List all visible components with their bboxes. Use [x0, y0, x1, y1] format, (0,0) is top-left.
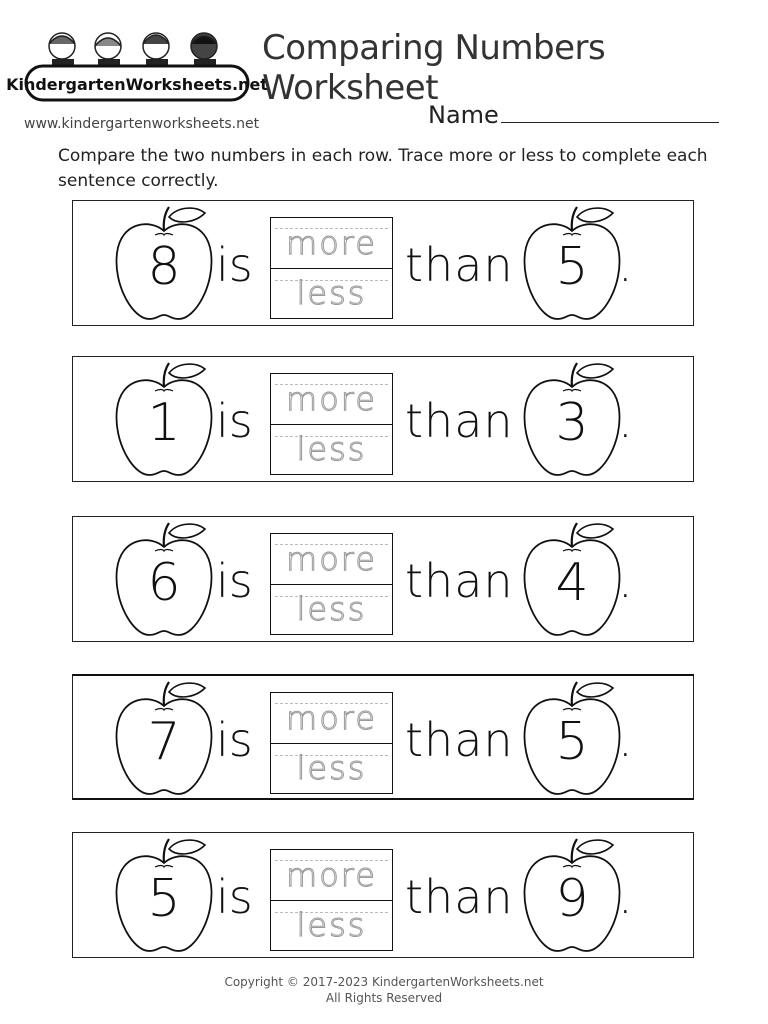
word-is: is: [216, 870, 253, 924]
name-label: Name: [428, 101, 499, 129]
choice-divider: [271, 743, 392, 744]
trace-less[interactable]: less: [296, 590, 367, 628]
trace-choice-box[interactable]: [270, 692, 393, 794]
trace-more[interactable]: more: [286, 540, 377, 578]
trace-choice-box[interactable]: [270, 849, 393, 951]
period: .: [618, 870, 633, 924]
period: .: [618, 554, 633, 608]
instructions: Compare the two numbers in each row. Trace more or less to complete each sentence correctly.: [58, 146, 708, 191]
word-is: is: [216, 554, 253, 608]
comparison-row: [72, 356, 694, 482]
trace-less[interactable]: less: [296, 906, 367, 944]
right-number: 5: [555, 237, 589, 297]
left-number: 7: [147, 712, 181, 772]
choice-divider: [271, 584, 392, 585]
word-than: than: [405, 238, 514, 292]
trace-more[interactable]: more: [286, 380, 377, 418]
comparison-row: [72, 516, 694, 642]
word-than: than: [405, 713, 514, 767]
comparison-row: [72, 832, 694, 958]
trace-more[interactable]: more: [286, 856, 377, 894]
choice-divider: [271, 424, 392, 425]
site-url: www.kindergartenworksheets.net: [24, 116, 260, 132]
trace-choice-box[interactable]: [270, 217, 393, 319]
choice-divider: [271, 268, 392, 269]
name-field[interactable]: [428, 100, 719, 129]
trace-more[interactable]: more: [286, 224, 377, 262]
period: .: [618, 238, 633, 292]
kids-illustration-icon: [49, 33, 217, 62]
right-number: 5: [555, 712, 589, 772]
word-is: is: [216, 394, 253, 448]
right-number: 3: [555, 393, 589, 453]
period: .: [618, 394, 633, 448]
period: .: [618, 713, 633, 767]
site-logo: [6, 24, 268, 110]
word-than: than: [405, 394, 514, 448]
right-number: 4: [555, 553, 589, 613]
trace-choice-box[interactable]: [270, 533, 393, 635]
left-number: 5: [147, 869, 181, 929]
trace-less[interactable]: less: [296, 430, 367, 468]
copyright-text: Copyright © 2017-2023 KindergartenWorksheets.net: [224, 975, 544, 989]
right-number: 9: [555, 869, 589, 929]
trace-choice-box[interactable]: [270, 373, 393, 475]
trace-more[interactable]: more: [286, 699, 377, 737]
left-number: 8: [147, 237, 181, 297]
logo-text: KindergartenWorksheets.net: [6, 75, 268, 94]
word-is: is: [216, 713, 253, 767]
page-title: Comparing Numbers Worksheet: [262, 28, 606, 108]
word-is: is: [216, 238, 253, 292]
trace-less[interactable]: less: [296, 274, 367, 312]
comparison-row: [72, 200, 694, 326]
rights-text: All Rights Reserved: [325, 991, 443, 1005]
name-blank-line[interactable]: [501, 100, 719, 123]
comparison-row: [72, 674, 694, 800]
word-than: than: [405, 554, 514, 608]
word-than: than: [405, 870, 514, 924]
left-number: 6: [147, 553, 181, 613]
choice-divider: [271, 900, 392, 901]
trace-less[interactable]: less: [296, 749, 367, 787]
footer: [0, 974, 768, 1006]
left-number: 1: [147, 393, 181, 453]
